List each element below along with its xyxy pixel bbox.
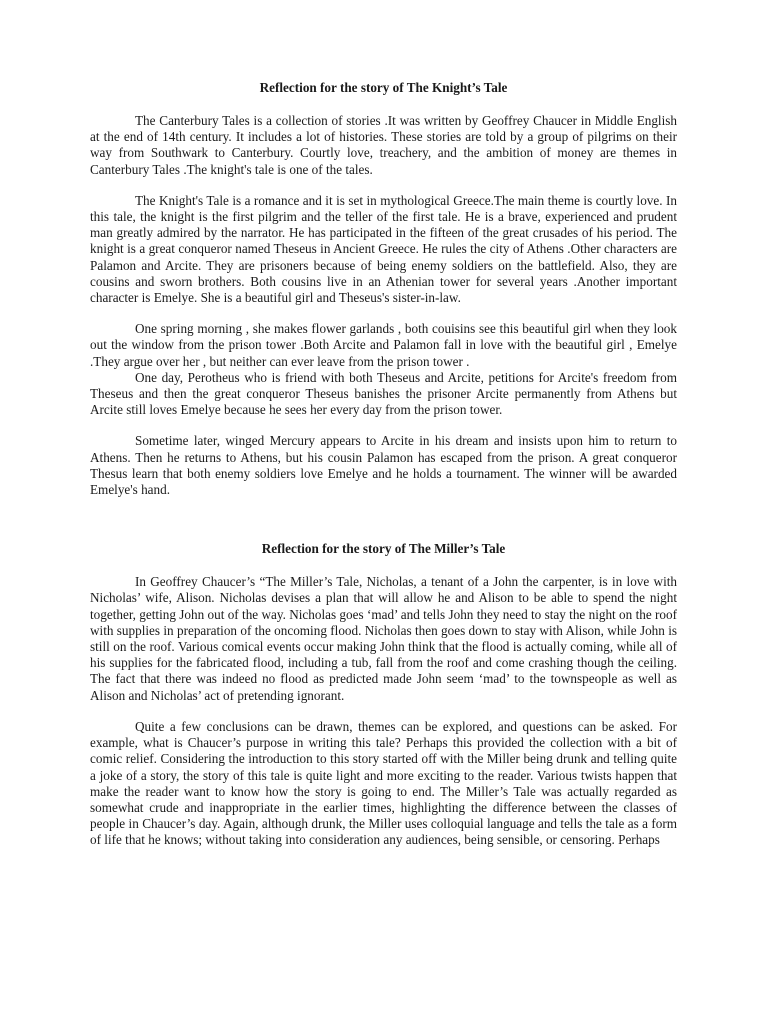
paragraph-winged-mercury: Sometime later, winged Mercury appears to Arcite in his dream and insists upon him to return to Athens. Then he returns to Athens, but his cousin Palamon has escaped from the prison. A great conqueror Thesus learn that both enemy soldiers love Emelye and he holds a tournament. The winner will be awarded Emelye's hand. [90,433,677,498]
section-title-millers-tale: Reflection for the story of The Miller’s Tale [261,541,506,557]
paragraph-millers-tale-summary: In Geoffrey Chaucer’s “The Miller’s Tale, Nicholas, a tenant of a John the carpenter, is in love with Nicholas’ wife, Alison. Nicholas devises a plan that will allow he and Alison to be able to spend the night together, getting John out of the way. Nicholas goes ‘mad’ and tells John they need to stay the night on the roof with supplies in preparation of the oncoming flood. Nicholas then goes down to stay with Alison, while John is still on the roof. Various comical events occur making John think that the flood is actually coming, while all of his supplies for the fabricated flood, including a tub, fall from the roof and come crashing though the ceiling. The fact that there was indeed no flood as predicted made John seem ‘mad’ to the townspeople as well as Alison and Nicholas’ act of pretending ignorant. [90,574,677,703]
paragraph-spring-morning: One spring morning , she makes flower garlands , both couisins see this beautiful girl when they look out the window from the prison tower .Both Arcite and Palamon fall in love with the beautiful girl , Emelye .They argue over her , but neither can ever leave from the prison tower . [90,321,677,369]
paragraph-knights-tale-romance: The Knight's Tale is a romance and it is set in mythological Greece.The main theme is courtly love. In this tale, the knight is the first pilgrim and the teller of the first tale. He is a brave, experienced and prudent man greatly admired by the narrator. He has participated in the fifteen of the great crusades of his period. The knight is a great conqueror named Theseus in Ancient Greece. He rules the city of Athens .Other characters are Palamon and Arcite. They are prisoners because of being enemy soldiers on the battlefield. Also, they are cousins and sworn brothers. Both cousins live in an Athenian tower for several years .Another important character is Emelye. She is a beautiful girl and Theseus's sister-in-law. [90,192,677,306]
document-page [90,72,677,864]
paragraph-perotheus: One day, Perotheus who is friend with both Theseus and Arcite, petitions for Arcite's freedom from Theseus and then the great conqueror Theseus banishes the prisoner Arcite permanently from Athens but Arcite still loves Emelye because he sees her every day from the prison tower. [90,369,677,418]
paragraph-conclusions: Quite a few conclusions can be drawn, themes can be explored, and questions can be asked. For example, what is Chaucer’s purpose in writing this tale? Perhaps this provided the collection with a bit of comic relief. Considering the introduction to this story started off with the Miller being drunk and telling quite a joke of a story, the story of this tale is quite light and more exciting to the reader. Various twists happen that make the reader want to know how the story is going to end. The Miller’s Tale was actually regarded as somewhat crude and inappropriate in the earlier times, highlighting the difference between the classes of people in Chaucer’s day. Again, although drunk, the Miller uses colloquial language and tells the tale as a form of life that he knows; without taking into consideration any audiences, being sensible, or censoring. Perhaps [90,718,677,848]
section-title-knights-tale: Reflection for the story of The Knight’s Tale [259,80,508,95]
paragraph-canterbury-intro: The Canterbury Tales is a collection of stories .It was written by Geoffrey Chaucer in Middle English at the end of 14th century. It includes a lot of histories. These stories are told by a group of pilgrims on their way from Southwark to Canterbury. Courtly love, treachery, and the ambition of money are themes in Canterbury Tales .The knight's tale is one of the tales. [90,113,677,177]
section-spacer [90,513,677,533]
